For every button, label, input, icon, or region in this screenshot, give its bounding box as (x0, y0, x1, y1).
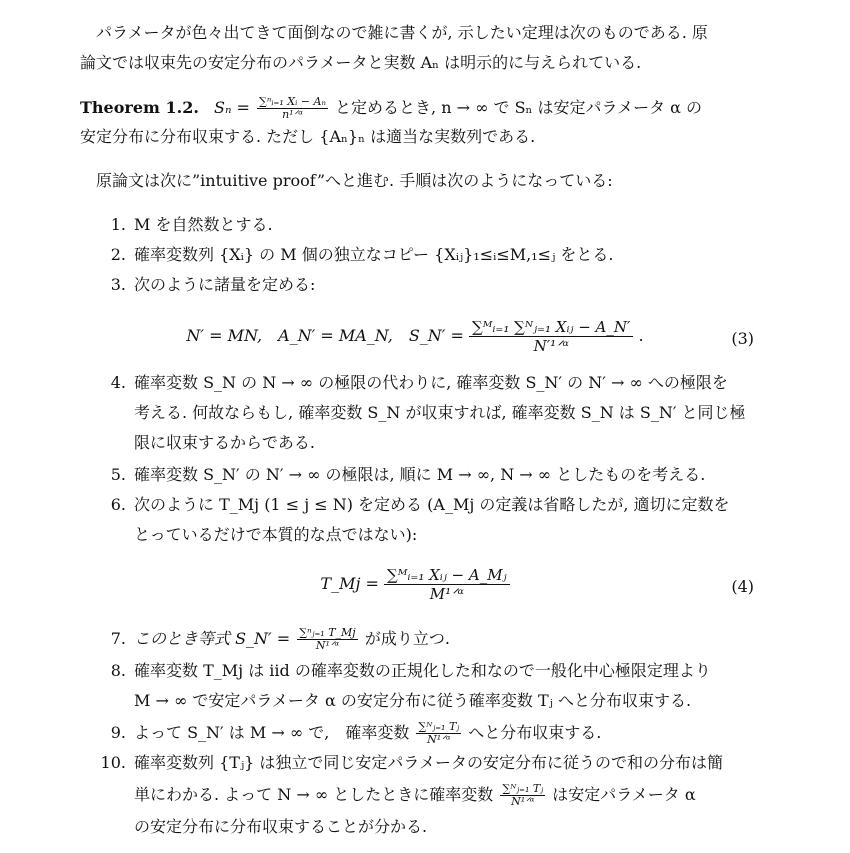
list-item (96, 656, 760, 685)
item10-frac-numerator: ∑ᴺⱼ₌₁ Tⱼ (502, 782, 544, 795)
equation-3 (80, 318, 750, 355)
theorem-frac-denominator: n¹ᐟᵅ (282, 108, 303, 121)
equation-4-lhs: T_Mj = (320, 574, 379, 593)
list-item (96, 240, 760, 269)
item9-frac-denominator: N¹ᐟᵅ (427, 733, 451, 746)
equation-4-denominator: M¹ᐟᵅ (429, 585, 464, 603)
list-item-text: M を自然数とする. (134, 215, 273, 234)
list-item-number: 2. (110, 245, 126, 264)
theorem-line-1 (80, 93, 760, 122)
theorem-frac-numerator: ∑ⁿᵢ₌₁ Xᵢ − Aₙ (259, 95, 326, 108)
proof-intro: 原論文は次に”intuitive proof”へと進む. 手順は次のようになっている: (96, 171, 613, 190)
list-item (96, 460, 760, 489)
list-item-cont: M → ∞ で安定パラメータ α の安定分布に従う確率変数 Tⱼ へと分布収束する. (134, 691, 692, 710)
list-item (96, 748, 760, 777)
list-item-number: 4. (110, 373, 126, 392)
list-item (96, 368, 760, 397)
list-item (96, 270, 760, 299)
list-item-text: 確率変数列 {Tⱼ} は独立で同じ安定パラメータの安定分布に従うので和の分布は簡 (134, 753, 723, 772)
list-item (96, 624, 760, 653)
list-item (96, 718, 760, 747)
list-item-text: 確率変数 T_Mj は iid の確率変数の正規化した和なので一般化中心極限定理より (134, 661, 711, 680)
list-item-cont (134, 780, 760, 809)
list-item-cont: 考える. 何故ならもし, 確率変数 S_N が収束すれば, 確率変数 S_N は S_N′ と同じ極 (134, 403, 746, 422)
list-item-number: 10. (100, 753, 126, 772)
equation-4-numerator: ∑ᴹᵢ₌₁ Xᵢⱼ − A_Mⱼ (384, 566, 510, 585)
list-item-cont: とっているだけで本質的な点ではない): (134, 525, 418, 544)
list-item-text: よって S_N′ は M → ∞ で, 確率変数 (134, 723, 410, 742)
equation-4 (80, 566, 750, 603)
item7-frac-denominator: N¹ᐟᵅ (315, 639, 340, 652)
list-item-text-tail: へと分布収束する. (468, 723, 602, 742)
list-item-cont: の安定分布に分布収束することが分かる. (134, 817, 428, 836)
list-item-number: 9. (110, 723, 126, 742)
list-item-text-tail: が成り立つ. (364, 629, 450, 648)
equation-4-number: (4) (731, 577, 754, 596)
list-item-number: 1. (110, 215, 126, 234)
intro-line-2: 論文では収束先の安定分布のパラメータと実数 Aₙ は明示的に与えられている. (80, 53, 642, 72)
item10-line2-text: 単にわかる. よって N → ∞ としたときに確率変数 (134, 785, 494, 804)
equation-3-lhs: N′ = MN, A_N′ = MA_N, S_N′ = (186, 326, 464, 345)
list-item (96, 490, 760, 519)
item9-fraction (416, 721, 461, 746)
list-item-text: 次のように諸量を定める: (134, 275, 316, 294)
list-item-number: 5. (110, 465, 126, 484)
list-item-text: 確率変数列 {Xᵢ} の M 個の独立なコピー {Xᵢⱼ}₁≤ᵢ≤M,₁≤ⱼ をとる. (134, 245, 614, 264)
list-item-number: 8. (110, 661, 126, 680)
theorem-line-1-rest: と定めるとき, n → ∞ で Sₙ は安定パラメータ α の (335, 98, 703, 117)
item7-frac-numerator: ∑ⁿⱼ₌₁ T_Mj (299, 626, 356, 639)
list-item-text: 確率変数 S_N′ の N′ → ∞ の極限は, 順に M → ∞, N → ∞ としたものを考える. (134, 465, 706, 484)
list-item-number: 7. (110, 629, 126, 648)
equation-3-numerator: ∑ᴹᵢ₌₁ ∑ᴺⱼ₌₁ Xᵢⱼ − A_N′ (469, 318, 633, 337)
item7-fraction (297, 627, 357, 652)
theorem-sn-def: Sₙ = (214, 98, 250, 117)
equation-3-number: (3) (731, 329, 754, 348)
list-item (96, 210, 760, 239)
theorem-fraction (257, 96, 328, 121)
item10-line2-tail: は安定パラメータ α (552, 785, 696, 804)
list-item-text: 次のように T_Mj (1 ≤ j ≤ N) を定める (A_Mj の定義は省略したが, 適切に定数を (134, 495, 730, 514)
equation-3-tail: . (638, 326, 644, 345)
list-item-cont: 限に収束するからである. (134, 433, 315, 452)
list-item-number: 3. (110, 275, 126, 294)
intro-line-1: パラメータが色々出てきて面倒なので雑に書くが, 示したい定理は次のものである. 原 (96, 23, 708, 42)
item9-frac-numerator: ∑ᴺⱼ₌₁ Tⱼ (418, 720, 460, 733)
list-item-number: 6. (110, 495, 126, 514)
item10-fraction (500, 783, 545, 808)
item10-frac-denominator: N¹ᐟᵅ (511, 795, 535, 808)
equation-3-fraction (469, 318, 633, 355)
list-item-text: 確率変数 S_N の N → ∞ の極限の代わりに, 確率変数 S_N′ の N′ → ∞ への極限を (134, 373, 728, 392)
equation-3-denominator: N′¹ᐟᵅ (533, 337, 569, 355)
list-item-text: このとき等式 S_N′ = (134, 629, 291, 648)
equation-4-fraction (384, 566, 510, 603)
theorem-label: Theorem 1.2. (80, 98, 199, 117)
theorem-line-2: 安定分布に分布収束する. ただし {Aₙ}ₙ は適当な実数列である. (80, 127, 536, 146)
